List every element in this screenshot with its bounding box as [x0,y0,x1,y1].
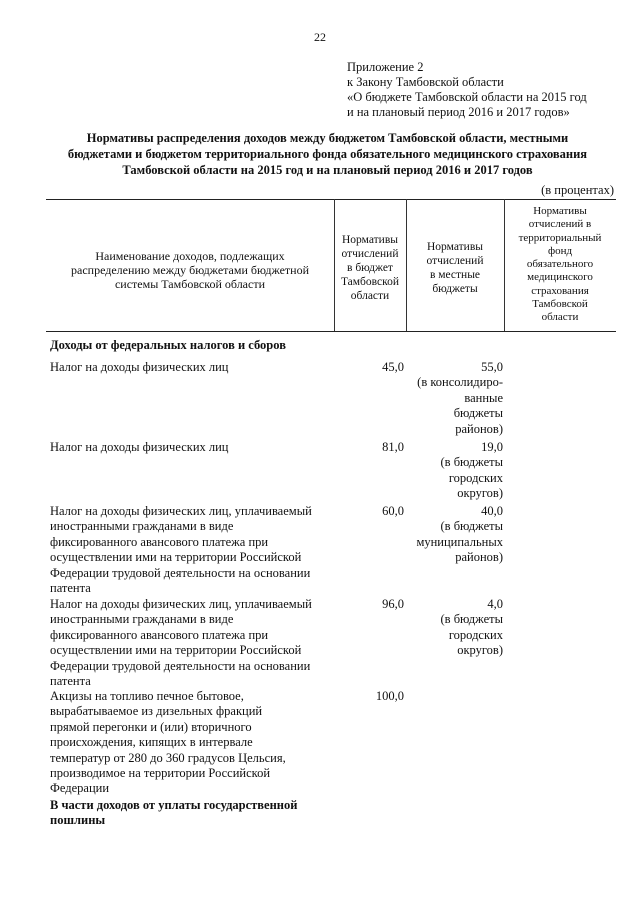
section-heading [50,798,334,829]
header-line: бюджеты [432,283,478,295]
cell-line: Налог на доходы физических лиц [50,440,229,454]
cell-line: Федерации трудовой деятельности на основании [50,565,311,580]
header-name [46,249,334,291]
appendix-line: к Закону Тамбовской области [347,75,504,89]
table-header-rule [46,331,616,332]
cell-line: фиксированного авансового платежа при [50,627,269,642]
table-top-rule [46,199,616,200]
cell-line: температур от 280 до 360 градусов Цельсия, [50,750,286,765]
title-line: Тамбовской области на 2015 год и на плановый период 2016 и 2017 годов [122,163,533,177]
appendix-line: и на плановый период 2016 и 2017 годов» [347,105,570,119]
appendix-line: «О бюджете Тамбовской области на 2015 год [347,90,587,104]
cell-line: Налог на доходы физических лиц, уплачиваемый [50,597,312,611]
row-4-local [405,597,503,659]
cell-line: бюджеты [453,406,503,421]
cell-line: вырабатываемое из дизельных фракций [50,704,263,719]
header-line: Тамбовской [340,276,400,288]
row-3-regional: 60,0 [382,504,404,518]
cell-line: муниципальных [416,534,503,549]
header-line: Наименование доходов, подлежащих [95,249,285,263]
header-fund [504,205,616,325]
cell-line: районов) [455,421,503,436]
cell-line: Федерации трудовой деятельности на основании [50,658,311,673]
cell-line: (в бюджеты [440,519,503,534]
appendix-block [347,60,587,120]
header-local [406,240,504,296]
row-3-name [50,504,334,596]
cell-line: производимое на территории Российской [50,766,271,781]
header-line: Нормативы [533,205,587,217]
cell-line: 55,0 [481,360,503,374]
row-3-local [405,504,503,566]
header-line: системы Тамбовской области [114,277,266,291]
cell-line: Налог на доходы физических лиц, уплачиваемый [50,504,312,518]
cell-line: фиксированного авансового платежа при [50,534,269,549]
document-title [40,130,615,178]
cell-line: иностранными гражданами в виде [50,612,234,627]
cell-line: округов) [457,643,503,658]
header-line: в местные [429,269,481,281]
header-line: отчислений [426,255,484,267]
cell-line: 19,0 [481,440,503,454]
row-5-regional: 100,0 [375,689,404,703]
cell-line: 40,0 [481,504,503,518]
cell-line: (в бюджеты [440,612,503,627]
appendix-line: Приложение 2 [347,60,424,74]
cell-line: патента [50,674,91,689]
header-line: фонд [547,244,573,257]
cell-line: районов) [455,550,503,565]
row-2-name [50,440,334,455]
header-regional [334,233,406,303]
cell-line: ванные [464,390,503,405]
cell-line: городских [448,470,503,485]
cell-line: прямой перегонки и (или) вторичного [50,719,252,734]
cell-line: иностранными гражданами в виде [50,519,234,534]
cell-line: пошлины [50,813,106,828]
cell-line: патента [50,581,91,596]
cell-line: (в бюджеты [440,455,503,470]
row-4-name [50,597,334,689]
cell-line: округов) [457,486,503,501]
title-line: бюджетами и бюджетом территориального фонда обязательного медицинского страхования [67,147,588,161]
cell-line: Налог на доходы физических лиц [50,360,229,374]
header-line: Нормативы [427,241,483,253]
cell-line: (в консолидиро- [417,375,503,390]
cell-line: Федерации [50,781,110,796]
header-line: территориальный [518,231,602,244]
header-line: медицинского [527,271,593,284]
title-line: Нормативы распределения доходов между бюджетом Тамбовской области, местными [86,131,569,145]
cell-line: В части доходов от уплаты государственной [50,798,298,812]
cell-line: осуществлении ими на территории Российской [50,550,302,565]
header-line: отчислений в [528,218,592,231]
header-line: обязательного [526,258,594,271]
header-line: Нормативы [342,234,398,246]
section-heading: Доходы от федеральных налогов и сборов [50,338,286,352]
header-line: области [350,290,390,302]
header-line: распределению между бюджетами бюджетной [71,263,309,277]
cell-line: городских [448,627,503,642]
header-line: области [541,311,579,324]
cell-line: Акцизы на топливо печное бытовое, [50,689,244,703]
row-1-name [50,360,334,375]
page-number: 22 [314,30,326,44]
row-1-regional: 45,0 [382,360,404,374]
row-2-local [405,440,503,502]
row-2-regional: 81,0 [382,440,404,454]
cell-line: осуществлении ими на территории Российской [50,643,302,658]
cell-line: происхождения, кипящих в интервале [50,735,253,750]
row-5-name [50,689,334,797]
units-note: (в процентах) [541,183,614,197]
header-line: Тамбовской [532,298,588,311]
header-line: в бюджет [347,262,393,274]
header-line: страхования [531,284,589,297]
header-line: отчислений [341,248,399,260]
row-1-local [405,360,503,437]
row-4-regional: 96,0 [382,597,404,611]
cell-line: 4,0 [487,597,503,611]
